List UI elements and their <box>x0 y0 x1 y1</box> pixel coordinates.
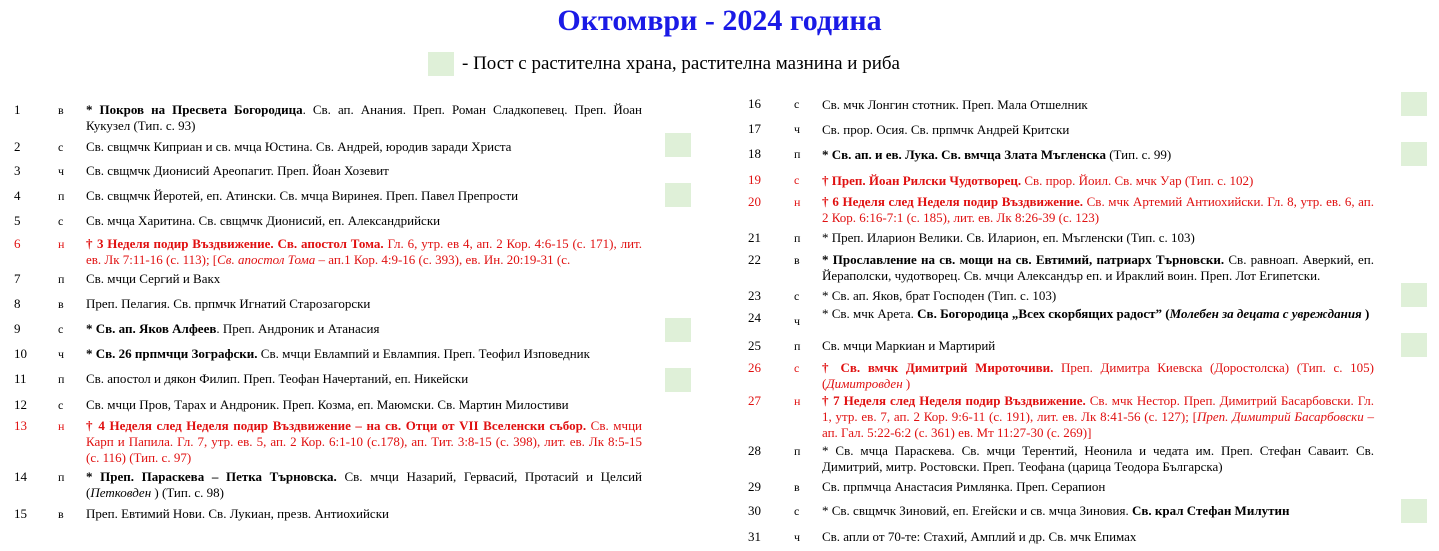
day-text: Св. свщмчк Дионисий Ареопагит. Преп. Йоан Хозевит <box>86 163 389 178</box>
legend <box>428 52 900 76</box>
day-number: 28 <box>748 443 761 458</box>
day-text <box>822 360 1374 392</box>
weekday: ч <box>58 164 65 178</box>
day-number: 12 <box>14 397 27 412</box>
weekday: н <box>58 237 65 251</box>
day-text <box>822 503 1374 519</box>
feast-title: † 3 Неделя подир Въздвижение. Св. апостол Тома. <box>86 236 384 251</box>
feast-note: Молебен за децата с увреждания <box>1169 306 1362 321</box>
feast-title: † Преп. Йоан Рилски Чудотворец. <box>822 173 1022 188</box>
day-text <box>86 102 642 134</box>
weekday: с <box>794 289 800 303</box>
weekday: ч <box>58 347 65 361</box>
weekday: с <box>58 322 64 336</box>
day-number: 9 <box>14 321 21 336</box>
feast-reading-name: Преп. Димитрий Басарбовски <box>1197 409 1364 424</box>
day-number: 4 <box>14 188 21 203</box>
day-text: * Св. мчца Параскева. Св. мчци Терентий, Неонила и чедата им. Преп. Стефан Саваит. Св. Димитрий, митр. Ростовски. Преп. Теофана (царица Теодора Българска) <box>822 443 1374 474</box>
weekday: п <box>58 272 65 286</box>
day-number: 2 <box>14 139 21 154</box>
day-number: 29 <box>748 479 761 494</box>
feast-details: Св. мчци Карп и Папила. Гл. 7, утр. ев. 5, ап. 2 Кор. 6:1-10 (с.178), ап. Тит. 3:8-15 (с. 398), лит. ев. Лк 8:5-15 (с. 116) (Тип. с. 97) <box>86 418 642 465</box>
day-number: 24 <box>748 310 761 325</box>
feast-readings: – ап. Гал. 5:22-6:2 (с. 361) ев. Мт 11:27-30 (с. 269)] <box>822 409 1375 440</box>
day-text <box>822 393 1374 441</box>
day-number: 7 <box>14 271 21 286</box>
day-text <box>822 194 1374 226</box>
weekday: п <box>58 470 65 484</box>
weekday: в <box>58 507 64 521</box>
day-text <box>86 321 642 337</box>
day-text: Преп. Пелагия. Св. прпмчк Игнатий Старозагорски <box>86 296 371 311</box>
fast-day-marker <box>665 368 691 392</box>
feast-details: Св. мчк Нестор. Преп. Димитрий Басарбовски. Гл. 1, утр. ев. 7, ап. 2 Кор. 9:6-11 (с. 191), лит. ев. Лк 8:41-56 (с. 127); [ <box>822 393 1374 424</box>
day-text: Св. прор. Осия. Св. прпмчк Андрей Критски <box>822 122 1070 137</box>
feast-readings: – ап.1 Кор. 4:9-16 (с. 393), ев. Ин. 20:19-31 (с. <box>315 252 571 267</box>
weekday: в <box>58 103 64 117</box>
day-number: 27 <box>748 393 761 408</box>
fast-day-marker <box>665 133 691 157</box>
day-number: 30 <box>748 503 761 518</box>
weekday: в <box>58 297 64 311</box>
feast-title: * Св. ап. и ев. Лука. Св. вмчца Злата Мъгленска <box>822 147 1106 162</box>
day-number: 6 <box>14 236 21 251</box>
day-number: 19 <box>748 172 761 187</box>
feast-popular-name: Димитровден <box>826 376 903 391</box>
feast-popular-name: Петковден <box>90 485 152 500</box>
feast-title: † 4 Неделя след Неделя подир Въздвижение – на св. Отци от VII Вселенски събор. <box>86 418 587 433</box>
weekday: с <box>58 140 64 154</box>
day-text: * Св. ап. Яков, брат Господен (Тип. с. 103) <box>822 288 1057 303</box>
day-text <box>86 418 642 466</box>
feast-details: Св. равноап. Аверкий, еп. Йераполски, чудотворец. Св. мчци Александър еп. и Ираклий воин. Преп. Лот Египетски. <box>822 252 1374 283</box>
day-number: 8 <box>14 296 21 311</box>
feast-details: * Св. мчк Арета. <box>822 306 918 321</box>
day-text <box>86 346 642 362</box>
feast-details: Св. мчци Евлампий и Евлампия. Преп. Теофил Изповедник <box>257 346 590 361</box>
feast-details: (Тип. с. 99) <box>1105 147 1172 162</box>
day-number: 1 <box>14 102 21 117</box>
fast-day-marker <box>1401 499 1427 523</box>
weekday: ч <box>794 122 801 136</box>
feast-title: * Св. ап. Яков Алфеев <box>86 321 217 336</box>
weekday: с <box>58 398 64 412</box>
feast-details: Св. мчк Артемий Антиохийски. Гл. 8, утр. ев. 6, ап. 2 Кор. 6:16-7:1 (с. 185), лит. ев. Лк 8:26-39 (с. 123) <box>822 194 1374 225</box>
weekday: п <box>794 339 801 353</box>
weekday: п <box>794 444 801 458</box>
day-number: 18 <box>748 146 761 161</box>
day-number: 16 <box>748 96 761 111</box>
day-text: Св. мчца Харитина. Св. свщмчк Дионисий, еп. Александрийски <box>86 213 441 228</box>
day-number: 10 <box>14 346 27 361</box>
day-number: 3 <box>14 163 21 178</box>
fast-day-marker <box>1401 283 1427 307</box>
weekday: н <box>794 195 801 209</box>
day-number: 11 <box>14 371 27 386</box>
feast-note-end: ) <box>1361 306 1370 321</box>
weekday: с <box>794 361 800 375</box>
feast-reading-name: Св. апостол Тома <box>217 252 316 267</box>
day-text <box>86 236 642 268</box>
weekday: с <box>794 173 800 187</box>
day-number: 17 <box>748 121 761 136</box>
weekday: в <box>794 480 800 494</box>
weekday: ч <box>794 314 801 328</box>
day-text <box>86 469 642 501</box>
day-text: Св. мчци Сергий и Вакх <box>86 271 221 286</box>
weekday: ч <box>794 530 801 544</box>
day-number: 26 <box>748 360 761 375</box>
day-number: 22 <box>748 252 761 267</box>
day-text: Св. свщмчк Киприан и св. мчца Юстина. Св. Андрей, юродив заради Христа <box>86 139 512 154</box>
day-number: 31 <box>748 529 761 544</box>
weekday: с <box>58 214 64 228</box>
weekday: п <box>794 231 801 245</box>
weekday: н <box>794 394 801 408</box>
day-number: 5 <box>14 213 21 228</box>
feast-details: * Св. свщмчк Зиновий, еп. Егейски и св. мчца Зиновия. <box>822 503 1132 518</box>
weekday: с <box>794 504 800 518</box>
feast-title: * Св. 26 прпмчци Зографски. <box>86 346 258 361</box>
fast-day-marker <box>1401 333 1427 357</box>
page-title: Октомври - 2024 година <box>557 4 882 37</box>
day-text: Св. прпмчца Анастасия Римлянка. Преп. Серапион <box>822 479 1106 494</box>
fast-day-marker <box>665 318 691 342</box>
weekday: п <box>58 372 65 386</box>
day-text <box>822 147 1374 163</box>
day-text: * Преп. Иларион Велики. Св. Иларион, еп. Мъгленски (Тип. с. 103) <box>822 230 1195 245</box>
day-text <box>822 252 1374 284</box>
fast-day-marker <box>1401 92 1427 116</box>
day-text: Св. свщмчк Йеротей, еп. Атински. Св. мчца Виринея. Преп. Павел Препрости <box>86 188 519 203</box>
feast-note: ) <box>902 376 911 391</box>
day-text <box>822 173 1374 189</box>
feast-details: . Преп. Андроник и Атанасия <box>216 321 380 336</box>
weekday: с <box>794 97 800 111</box>
feast-details: Св. мчци Назарий, Гервасий, Протасий и Целсий ( <box>86 469 642 500</box>
feast-note: ) (Тип. с. 98) <box>151 485 224 500</box>
day-text: Св. мчци Пров, Тарах и Андроник. Преп. Козма, еп. Маюмски. Св. Мартин Милостиви <box>86 397 569 412</box>
day-number: 21 <box>748 230 761 245</box>
feast-title: Св. крал Стефан Милутин <box>1132 503 1290 518</box>
feast-title: * Преп. Параскева – Петка Търновска. <box>86 469 337 484</box>
feast-title: * Прославление на св. мощи на св. Евтимий, патриарх Търновски. <box>822 252 1225 267</box>
day-text: Св. апли от 70-те: Стахий, Амплий и др. Св. мчк Епимах <box>822 529 1137 544</box>
day-number: 14 <box>14 469 27 484</box>
feast-details: Св. прор. Йоил. Св. мчк Уар (Тип. с. 102) <box>1021 173 1254 188</box>
day-number: 15 <box>14 506 27 521</box>
weekday: н <box>58 419 65 433</box>
legend-text: - Пост с растителна храна, растителна мазнина и риба <box>462 53 900 74</box>
weekday: п <box>794 147 801 161</box>
feast-details: . Св. ап. Анания. Преп. Роман Сладкопевец. Преп. Йоан Кукузел (Тип. с. 93) <box>86 102 642 133</box>
day-number: 13 <box>14 418 27 433</box>
feast-title: Св. Богородица „Всех скорбящих радост” ( <box>917 306 1170 321</box>
fast-day-marker <box>1401 142 1427 166</box>
feast-title: † 7 Неделя след Неделя подир Въздвижение. <box>822 393 1086 408</box>
day-text: Св. мчк Лонгин стотник. Преп. Мала Отшелник <box>822 97 1088 112</box>
feast-title: * Покров на Пресвета Богородица <box>86 102 303 117</box>
feast-details: Гл. 6, утр. ев 4, ап. 2 Кор. 4:6-15 (с. 171), лит. ев. Лк 7:11-16 (с. 113); [ <box>86 236 642 267</box>
weekday: в <box>794 253 800 267</box>
feast-details: Преп. Димитра Киевска (Доростолска) (Тип. с. 105) ( <box>822 360 1374 391</box>
feast-title: † 6 Неделя след Неделя подир Въздвижение. <box>822 194 1084 209</box>
fast-day-marker <box>665 183 691 207</box>
feast-title: † Св. вмчк Димитрий Мироточиви. <box>822 360 1054 375</box>
day-number: 20 <box>748 194 761 209</box>
day-text <box>822 306 1374 335</box>
day-text: Св. апостол и дякон Филип. Преп. Теофан Начертаний, еп. Никейски <box>86 371 469 386</box>
day-number: 23 <box>748 288 761 303</box>
day-text: Св. мчци Маркиан и Мартирий <box>822 338 996 353</box>
day-number: 25 <box>748 338 761 353</box>
fast-color-swatch <box>428 52 454 76</box>
weekday: п <box>58 189 65 203</box>
day-text: Преп. Евтимий Нови. Св. Лукиан, презв. Антиохийски <box>86 506 389 521</box>
